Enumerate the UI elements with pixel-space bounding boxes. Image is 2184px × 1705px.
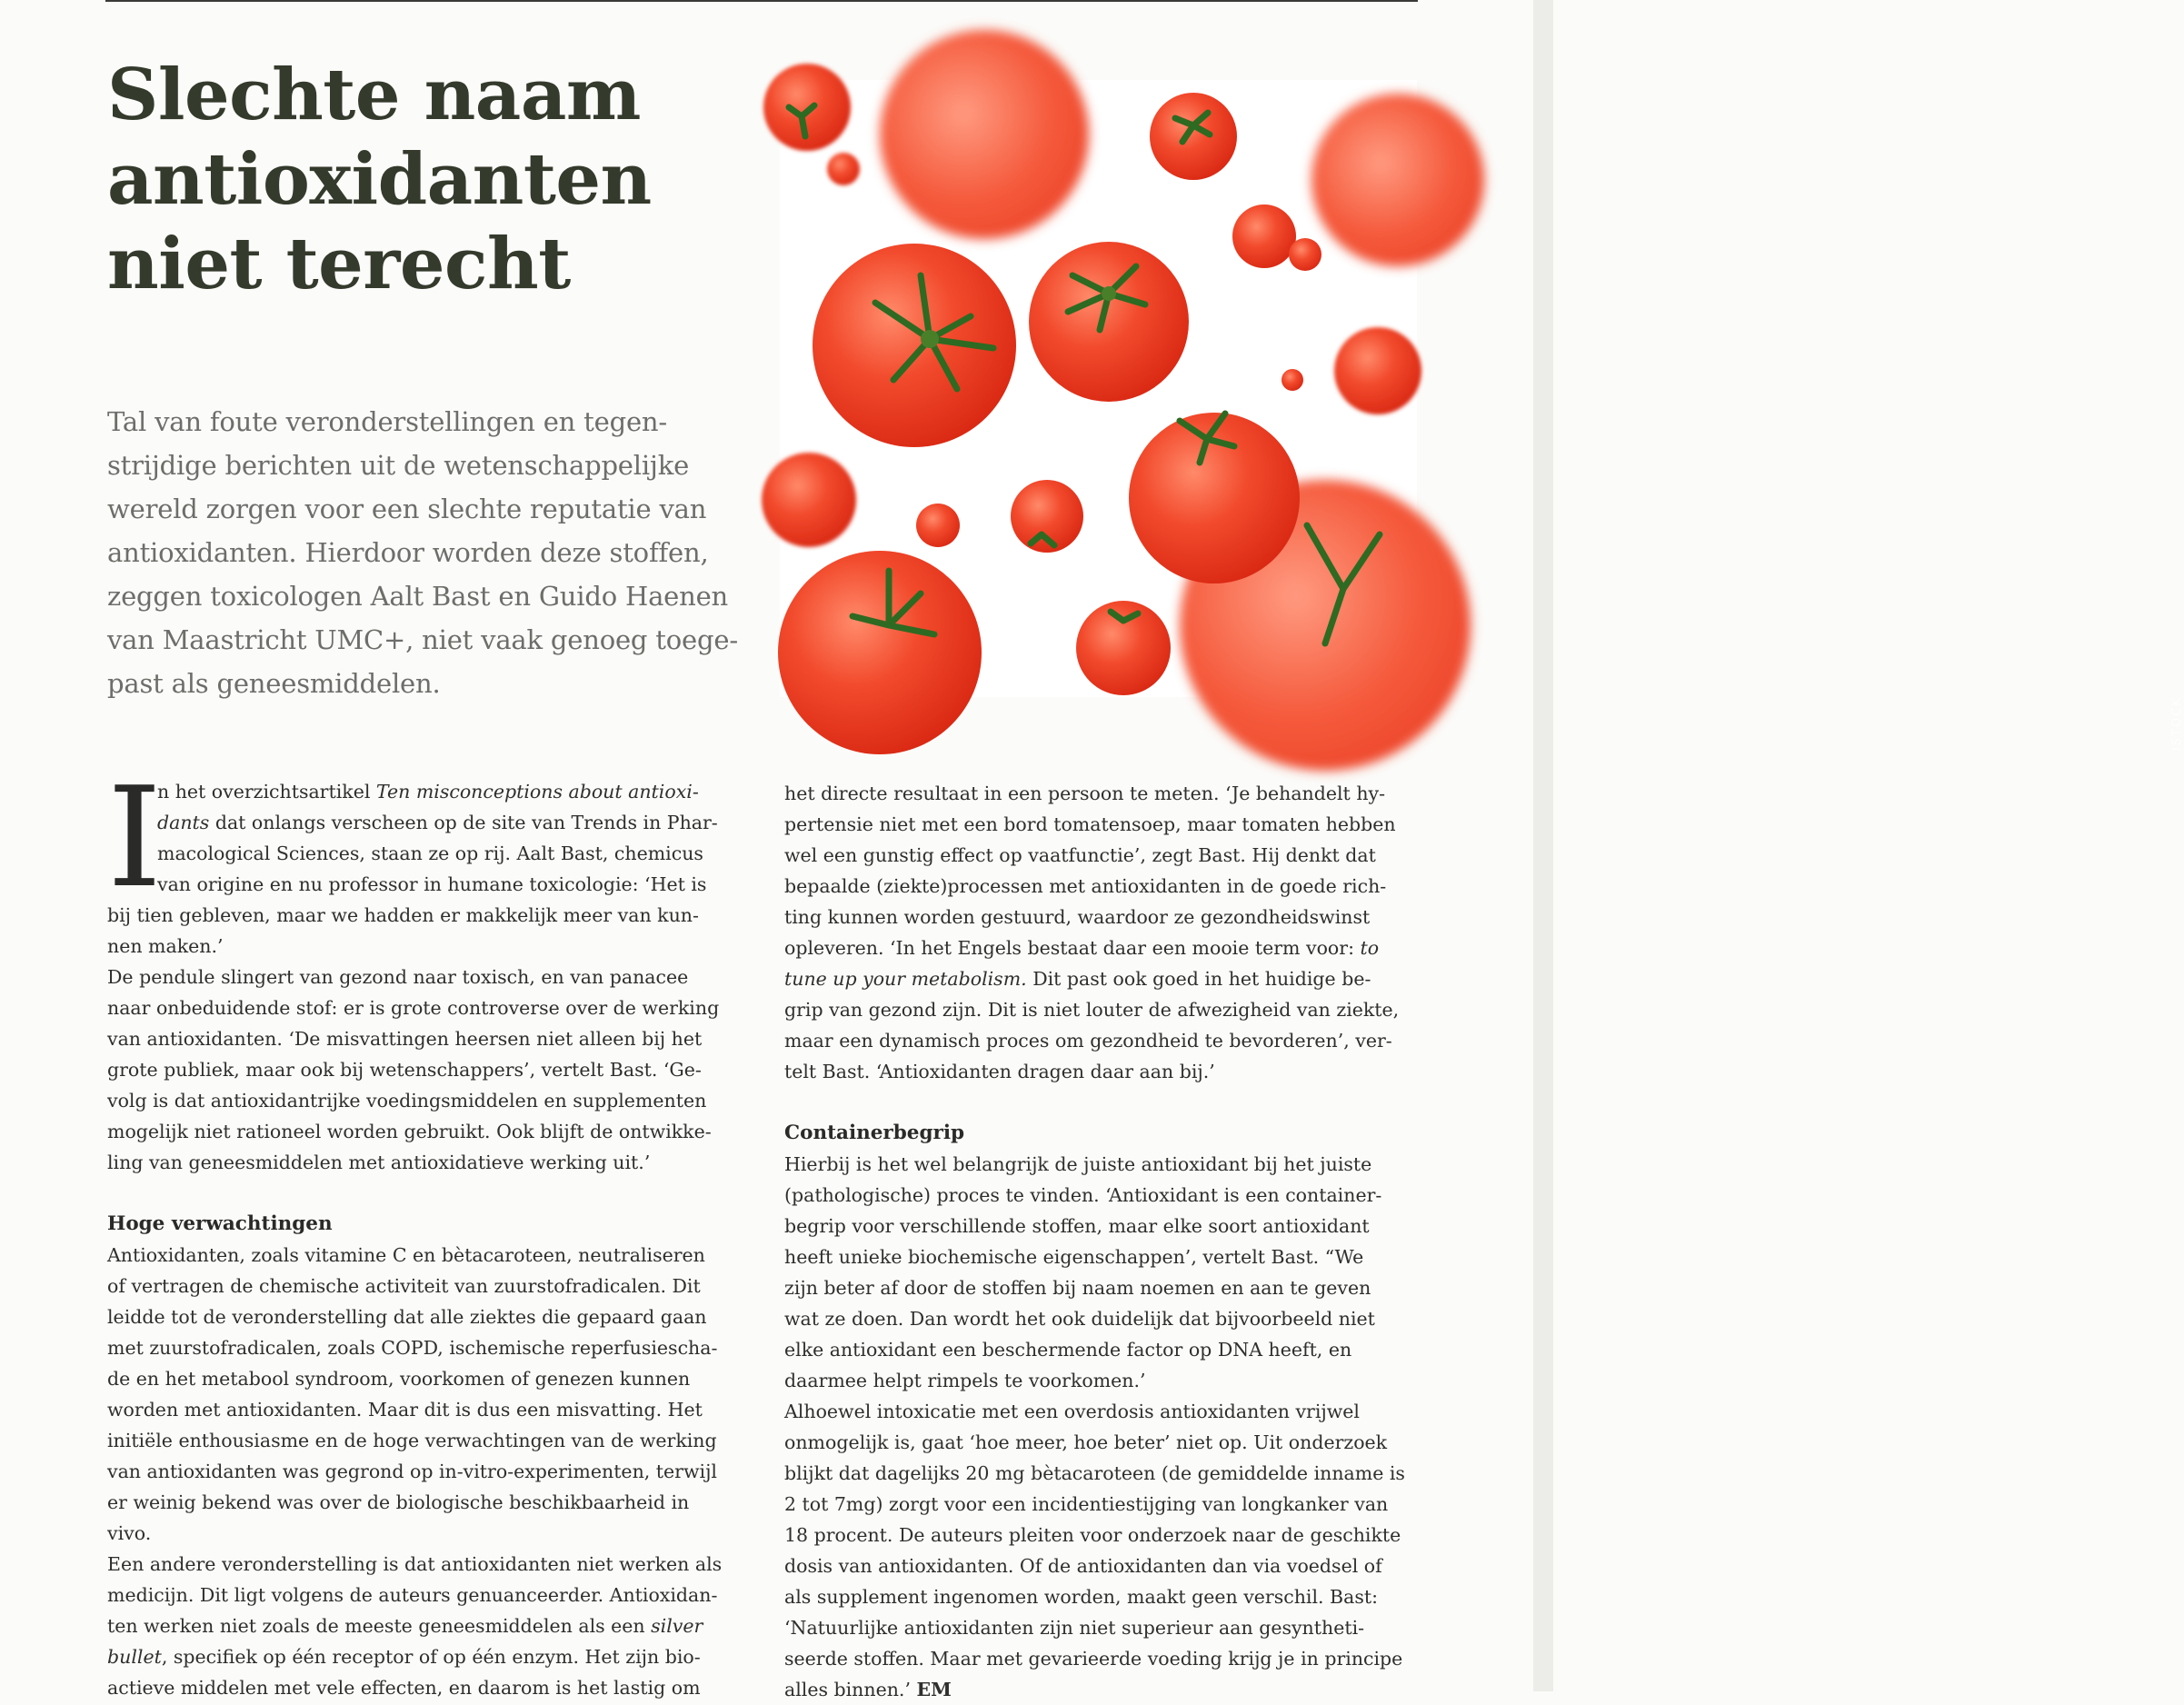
text-line: n het overzichtsartikel Ten misconceptions about antioxi- [157,781,699,803]
tomato [880,30,1089,239]
text-line: van antioxidanten. ‘De misvattingen heersen niet alleen bij het [107,1028,703,1050]
dropcap: I [107,757,163,918]
text-line: De pendule slingert van gezond naar toxisch, en van panacee [107,966,689,988]
lead-line: wereld zorgen voor een slechte reputatie van [107,494,707,524]
text-line: van antioxidanten was gegrond op in-vitro-experimenten, terwijl [107,1461,717,1482]
lead-line: antioxidanten. Hierdoor worden deze stoffen, [107,537,709,568]
text-line: macological Sciences, staan ze op rij. Aalt Bast, chemicus [157,843,703,864]
text-line: ten werken niet zoals de meeste geneesmiddelen als een silver [107,1615,703,1637]
text-line: onmogelijk is, gaat ‘hoe meer, hoe beter’ niet op. Uit onderzoek [784,1431,1388,1453]
text-line: (pathologische) proces te vinden. ‘Antioxidant is een container- [784,1184,1382,1206]
text-line: wat ze doen. Dan wordt het ook duidelijk dat bijvoorbeeld niet [784,1308,1375,1330]
tomato [778,551,982,754]
text-line: met zuurstofradicalen, zoals COPD, ischemische reperfusiescha- [107,1337,718,1359]
left-column [107,757,743,1703]
title-line: niet terecht [107,223,571,305]
text-line: wel een gunstig effect op vaatfunctie’, zegt Bast. Hij denkt dat [784,844,1376,866]
lead-line: past als geneesmiddelen. [107,668,441,699]
text-line: pertensie niet met een bord tomatensoep, maar tomaten hebben [784,813,1396,835]
text-line: telt Bast. ‘Antioxidanten dragen daar aan bij.’ [784,1061,1215,1082]
lead-line: zeggen toxicologen Aalt Bast en Guido Haenen [107,581,729,612]
text-line: alles binnen.’ EM [784,1679,952,1700]
text-line: volg is dat antioxidantrijke voedingsmiddelen en supplementen [107,1090,707,1112]
text-line: opleveren. ‘In het Engels bestaat daar een mooie term voor: to [784,937,1380,959]
tomato [916,504,960,547]
text-line: ting kunnen worden gestuurd, waardoor ze gezondheidswinst [784,906,1371,928]
text-line: bullet, specifiek op één receptor of op één enzym. Het zijn bio- [107,1646,701,1668]
text-line: Hierbij is het wel belangrijk de juiste antioxidant bij het juiste [784,1153,1372,1175]
text-line: grote publiek, maar ook bij wetenschappers’, vertelt Bast. ‘Ge- [107,1059,702,1081]
text-line: leidde tot de veronderstelling dat alle ziektes die gepaard gaan [107,1306,707,1328]
text-line: tune up your metabolism. Dit past ook goed in het huidige be- [784,968,1371,990]
text-line: heeft unieke biochemische eigenschappen’, vertelt Bast. “We [784,1246,1364,1268]
text-line: Een andere veronderstelling is dat antioxidanten niet werken als [107,1553,723,1575]
tomato [1232,204,1296,268]
photo-credit: ISTOCK [2170,696,2184,751]
text-line: vivo. [107,1522,152,1544]
title-line: Slechte naam [107,54,641,136]
section-heading: Containerbegrip [784,1122,965,1144]
text-line: dants dat onlangs verscheen op de site van Trends in Phar- [157,812,718,833]
text-line: blijkt dat dagelijks 20 mg bètacaroteen (de gemiddelde inname is [784,1462,1405,1484]
text-line: initiële enthousiasme en de hoge verwachtingen van de werking [107,1430,717,1451]
text-line: actieve middelen met vele effecten, en daarom is het lastig om [107,1677,701,1699]
lead-line: van Maastricht UMC+, niet vaak genoeg toege- [107,624,738,655]
text-line: er weinig bekend was over de biologische beschikbaarheid in [107,1491,690,1513]
text-line: 2 tot 7mg) zorgt voor een incidentiestijging van longkanker van [784,1493,1389,1515]
text-line: naar onbeduidende stof: er is grote controverse over de werking [107,997,720,1019]
page-edge [1533,0,1553,1691]
text-line: Antioxidanten, zoals vitamine C en bètacaroteen, neutraliseren [107,1244,705,1266]
text-line: als supplement ingenomen worden, maakt geen verschil. Bast: [784,1586,1379,1608]
lead-line: Tal van foute veronderstellingen en tegen- [107,406,667,437]
tomato [1289,238,1321,271]
tomatoes-photo [780,80,2184,751]
text-line: het directe resultaat in een persoon te meten. ‘Je behandelt hy- [784,783,1386,804]
text-line: ‘Natuurlijke antioxidanten zijn niet superieur aan gesyntheti- [784,1617,1365,1639]
lead-line: strijdige berichten uit de wetenschappelijke [107,450,690,481]
text-line: of vertragen de chemische activiteit van zuurstofradicalen. Dit [107,1275,701,1297]
tomato [827,153,860,185]
text-line: 18 procent. De auteurs pleiten voor onderzoek naar de geschikte [784,1524,1401,1546]
text-line: nen maken.’ [107,935,224,957]
text-line: medicijn. Dit ligt volgens de auteurs genuanceerder. Antioxidan- [107,1584,718,1606]
text-line: bepaalde (ziekte)processen met antioxidanten in de goede rich- [784,875,1387,897]
text-line: elke antioxidant een beschermende factor op DNA heeft, en [784,1339,1352,1361]
tomato [1150,93,1237,180]
author-signature: EM [916,1679,952,1700]
tomato [762,453,856,547]
text-line: maar een dynamisch proces om gezondheid te bevorderen’, ver- [784,1030,1392,1052]
tomato [1281,369,1303,391]
tomatoes-illustration [780,80,1417,697]
text-line: grip van gezond zijn. Dit is niet louter de afwezigheid van ziekte, [784,999,1400,1021]
article-lead [107,400,743,705]
text-line: Alhoewel intoxicatie met een overdosis antioxidanten vrijwel [784,1401,1360,1422]
right-column [784,778,1421,1705]
text-line: van origine en nu professor in humane toxicologie: ‘Het is [157,873,707,895]
text-line: ling van geneesmiddelen met antioxidatieve werking uit.’ [107,1152,651,1173]
title-line: antioxidanten [107,138,652,221]
text-line: daarmee helpt rimpels te voorkomen.’ [784,1370,1146,1391]
article-title [107,53,762,306]
tomato [1311,94,1484,266]
section-heading: Hoge verwachtingen [107,1212,333,1235]
text-line: bij tien gebleven, maar we hadden er makkelijk meer van kun- [107,904,699,926]
tomato [1029,242,1189,402]
tomato [1076,601,1171,695]
text-line: de en het metabool syndroom, voorkomen of genezen kunnen [107,1368,691,1390]
text-line: seerde stoffen. Maar met gevarieerde voeding krijg je in principe [784,1648,1403,1670]
text-line: begrip voor verschillende stoffen, maar elke soort antioxidant [784,1215,1370,1237]
top-rule [105,0,1418,2]
tomato [1334,327,1421,414]
text-line: mogelijk niet rationeel worden gebruikt. Ook blijft de ontwikke- [107,1121,712,1142]
text-line: zijn beter af door de stoffen bij naam noemen en aan te geven [784,1277,1371,1299]
text-line: dosis van antioxidanten. Of de antioxidanten dan via voedsel of [784,1555,1382,1577]
text-line: worden met antioxidanten. Maar dit is dus een misvatting. Het [107,1399,703,1421]
